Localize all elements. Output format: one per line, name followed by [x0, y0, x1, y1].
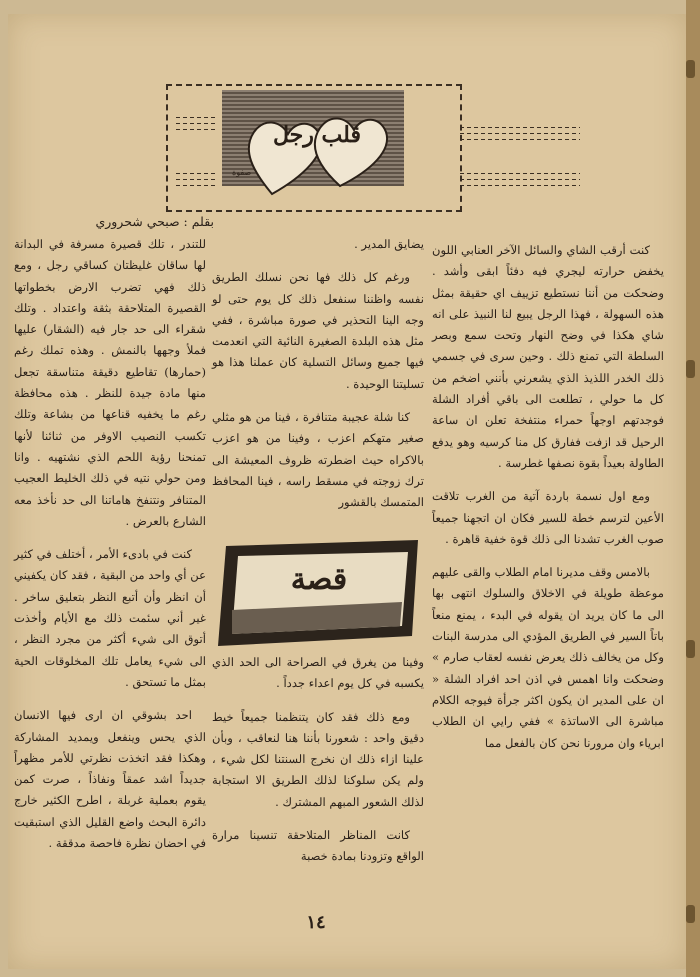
binding-spine [686, 0, 700, 977]
artist-signature: صفوة [232, 168, 252, 177]
page-number: ١٤ [306, 912, 326, 933]
column-middle-bottom [212, 652, 424, 880]
paragraph: ومع اول نسمة باردة آتية من الغرب تلاقت الأعين لترسم خطة للسير فكان ان اتجهنا جميعاً صوب الغرب تشدنا الى ذلك قوة خفية قاهرة . [432, 489, 664, 546]
paragraph: وفينا من يغرق في الصراحة الى الحد الذي يكسبه في كل يوم اعداء جدداً . [212, 655, 424, 691]
paragraph: كنا شلة عجيبة متنافرة ، فينا من هو مثلي صغير متهكم اعزب ، وفينا من هو اعزب بالاكراه حيث اضطرته ظروف المعيشة الى ترك زوجته في مسقط راسه ، فينا المحافظ المتمسك بالقشور [212, 410, 424, 510]
paragraph: يضايق المدير . [354, 237, 424, 251]
article-title: قلب رجل [273, 122, 361, 148]
story-label: قصة [290, 562, 348, 597]
title-decoration-right [460, 122, 580, 145]
author-byline: بقلم : صبحي شحروري [95, 214, 214, 229]
column-middle-top [212, 234, 424, 526]
column-right [432, 240, 664, 766]
paragraph: كنت أرقب الشاي والسائل الآخر العنابي اللون يخفض حرارته ليجري فيه دفئاً ابقى وأشد . وضحكت من أننا نستطيع تزييف اي حقيقة بمثل هذه السهولة ، فهذا الرجل يبيع لنا النبيذ على انه شاي هكذا في وضح النهار وتحت سمع وبصر السلطة التي تمنع ذلك . وحين سرى في جسمي ذلك الخدر اللذيذ الذي يشعرني بأنني اضخم من كل ما حولي ، تطلعت الى باقي أفراد الشلة فوجدتهم اوجهاً حمراء منتفخة تعلن ان ساعة الرحيل قد ازفت ففارق كل منا كرسيه وهو يدفع الطاولة بعيداً بقوة نصفها غطرسة . [432, 243, 664, 470]
paragraph: ومع ذلك فقد كان يتنظمنا جميعاً خيط دقيق واحد : شعورنا بأننا هنا لنعاقب ، وبأن علينا ازاء ذلك ان نخرج السنتنا لكل شيء ، ولم يكن سلوكنا لذلك الطريق الا استجابة لذلك الشعور المبهم المشترك . [212, 709, 424, 809]
paragraph: احد بشوقي ان ارى فيها الانسان الذي يحس وينفعل ويمديد المشاركة وهكذا فقد اتخذت نظرتي للأمر مظهراً جديداً اشد عمقاً ونفاذاً ، صرت كمن يقوم بعملية غربلة ، اطرح الكثير خارج دائرة البحث واضع القليل الذي استبقيت في احضان نظرة فاحصة مدققة . [14, 708, 206, 851]
paragraph: بالامس وقف مديرنا امام الطلاب والقى عليهم موعظة طويلة في الاخلاق والسلوك انتهى بها الى ما كان يريد ان يقوله في البدء ، يمنع منعاً باتاً السير في الطريق المؤدي الى مدرسة البنات وكل من يخالف ذلك يعرض نفسه لعقاب صارم » وضحكت وانا اهمس في اذن احد افراد الشلة « ان على المدير ان يكون اكثر جرأة فيوجه الكلام مباشرة الى الاساتذة » ففي رايي ان الطلاب ابرياء وان مرورنا نحن كان بالفعل مما [432, 565, 664, 750]
column-left [14, 234, 206, 866]
title-decoration-left [176, 112, 216, 135]
paragraph: كنت في بادىء الأمر ، أختلف في كثير عن أي واحد من البقية ، فقد كان يكفيني أن انظر وأن أتبع النظر بتعليق ساخر . غير أني سئمت ذلك مع الأيام وأخذت أتوق الى شيء أكثر من مجرد النظر ، الى شيء يعامل تلك المخلوقات الحية بمثل ما تستحق . [14, 547, 206, 689]
paragraph: كانت المناظر المتلاحقة تنسينا مرارة الواقع وتزودنا بمادة خصبة [212, 828, 424, 864]
paragraph: للتندر ، تلك قصيرة مسرفة في البدانة لها ساقان غليظتان كساقي رجل ، ومع ذلك فهي تضرب الارض بخطواتها القصيرة المتلاحقة بثقة واعتداد . وتلك شقراء الى حد جار فيه (الشقار) عليها فملأ وجهها بالنمش . وهذه تملك رغم (حمارها) تقاطيع دقيقة متناسقة تجعل منها مادة جيدة للنظر . هذه محافظة رغم ما يخفيه قناعها من بشاعة وتلك تكسب النصيب الاوفر من ثنائنا لأنها تمنحنا رؤية اللحم الذي نشتهيه . وانا ومن حولي نتيه في ذلك الخليط العجيب المتنافر ونتنفخ هاماتنا الى حد نأخذ معه الشارع بالعرض . [14, 237, 206, 528]
paragraph: ورغم كل ذلك فها نحن نسلك الطريق نفسه واظننا سنفعل ذلك كل يوم حتى لو وجه الينا التحذير في صورة مباشرة ، ففي مثل هذه البلدة الصغيرة النائية التي انعدمت فيها جميع وسائل التسلية كان عملنا هذا هو تسليتنا الوحيدة . [212, 270, 424, 391]
